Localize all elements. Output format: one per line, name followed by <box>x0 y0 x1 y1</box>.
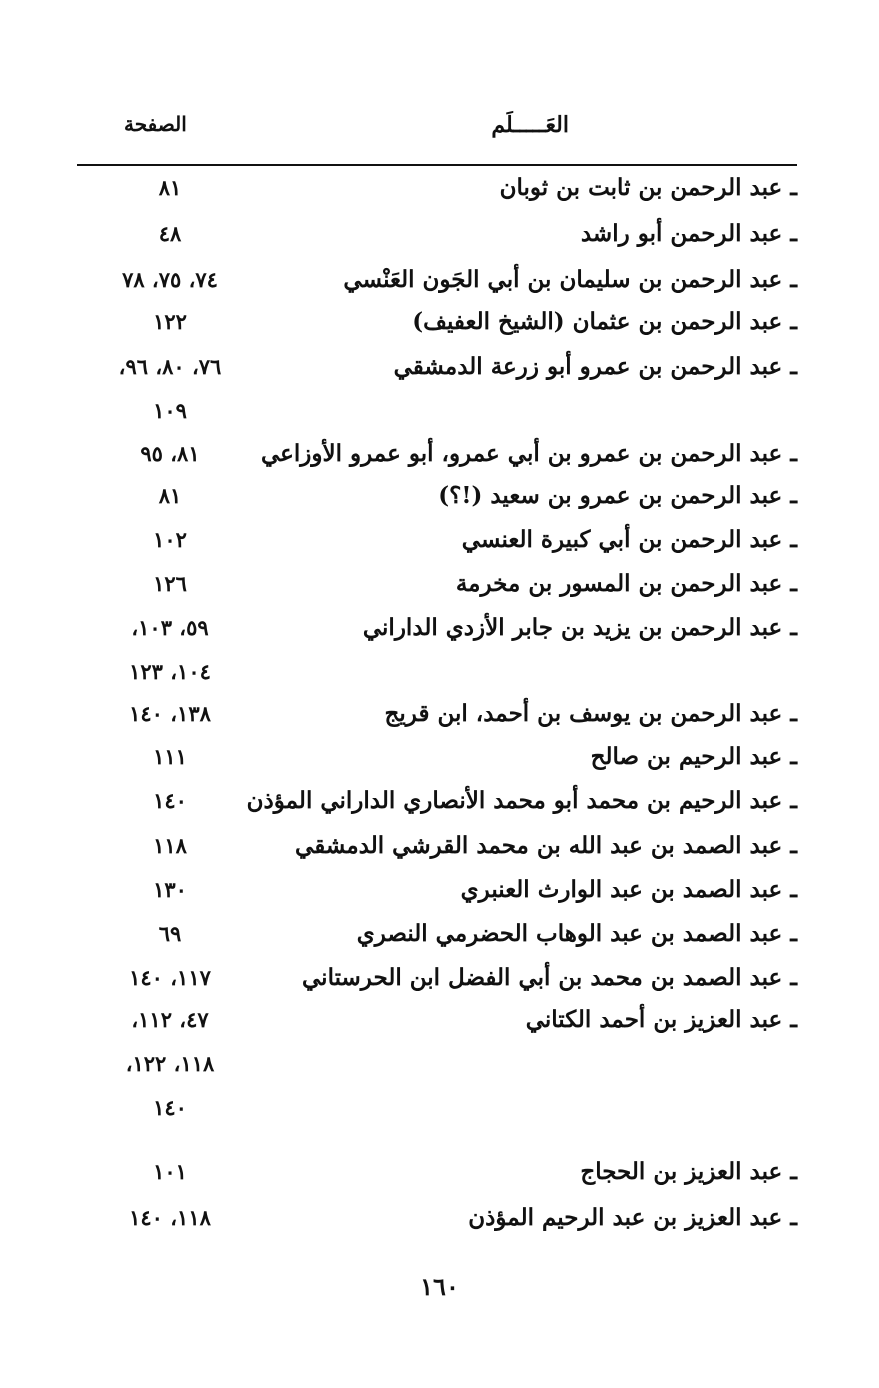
entry-page-line: ١١٨ <box>153 833 187 858</box>
entry-name: ـ عبد الرحمن بن سليمان بن أبي الجَون العَنْسي <box>343 266 797 293</box>
column-header-name: العَـــــلَم <box>491 112 569 138</box>
entry-name: ـ عبد الرحمن بن عمرو بن سعيد (!؟) <box>438 482 797 509</box>
entry-pages <box>60 432 280 476</box>
entry-name: ـ عبد الصمد بن عبد الله بن محمد القرشي الدمشقي <box>295 832 797 859</box>
entry-pages <box>60 868 280 912</box>
entry-page-line: ٨١ <box>158 483 182 508</box>
entry-page-line: ١١٧، ١٤٠ <box>129 965 211 990</box>
entry-pages <box>60 692 280 736</box>
entry-page-line: ٤٧، ١١٢، <box>131 1007 209 1032</box>
entry-pages <box>60 474 280 518</box>
entry-name: ـ عبد الصمد بن عبد الوهاب الحضرمي النصري <box>356 920 797 947</box>
entry-pages <box>60 735 280 779</box>
entry-pages <box>60 258 280 302</box>
entry-page-line: ١٤٠ <box>153 1095 187 1120</box>
entry-pages <box>60 606 280 694</box>
entry-pages <box>60 562 280 606</box>
entry-page-line: ٨١ <box>158 175 182 200</box>
entry-page-line: ١٣٨، ١٤٠ <box>129 701 211 726</box>
entry-name: ـ عبد العزيز بن عبد الرحيم المؤذن <box>468 1204 797 1231</box>
page-number: ١٦٠ <box>420 1272 459 1301</box>
entry-page-line: ١٢٦ <box>153 571 187 596</box>
column-header-page: الصفحة <box>124 112 187 136</box>
entry-name: ـ عبد الرحمن بن عثمان (الشيخ العفيف) <box>412 308 797 335</box>
entry-name: ـ عبد العزيز بن الحجاج <box>580 1158 797 1185</box>
entry-pages <box>60 1150 280 1194</box>
entry-page-line: ٧٦، ٨٠، ٩٦، <box>118 354 222 379</box>
entry-name: ـ عبد الرحمن بن عمرو بن أبي عمرو، أبو عمرو الأوزاعي <box>261 440 797 467</box>
entry-page-line: ١٢٢ <box>153 309 187 334</box>
entry-page-line: ١٠٤، ١٢٣ <box>129 659 211 684</box>
entry-page-line: ١٠٩ <box>153 398 187 423</box>
entry-pages <box>60 166 280 210</box>
entry-name: ـ عبد الرحمن بن يوسف بن أحمد، ابن قريج <box>384 700 797 727</box>
entry-name: ـ عبد الرحمن بن أبي كبيرة العنسي <box>461 526 797 553</box>
entry-page-line: ٨١، ٩٥ <box>140 441 200 466</box>
entry-name: ـ عبد الرحيم بن صالح <box>590 743 797 770</box>
entry-pages <box>60 212 280 256</box>
entry-pages <box>60 779 280 823</box>
entry-name: ـ عبد الصمد بن عبد الوارث العنبري <box>460 876 797 903</box>
entry-page-line: ١٠٢ <box>153 527 187 552</box>
entry-page-line: ١٣٠ <box>153 877 187 902</box>
entry-pages <box>60 1196 280 1240</box>
entry-page-line: ١١٨، ١٤٠ <box>129 1205 211 1230</box>
entry-name: ـ عبد الصمد بن محمد بن أبي الفضل ابن الحرستاني <box>302 964 797 991</box>
entry-name: ـ عبد الرحمن بن ثابت بن ثوبان <box>499 174 797 201</box>
entry-page-line: ٦٩ <box>158 921 182 946</box>
entry-page-line: ١٠١ <box>153 1159 187 1184</box>
entry-page-line: ١١٨، ١٢٢، <box>125 1051 215 1076</box>
entry-pages <box>60 345 280 433</box>
entry-name: ـ عبد الرحمن بن المسور بن مخرمة <box>455 570 797 597</box>
entry-page-line: ١١١ <box>153 744 187 769</box>
entry-name: ـ عبد الرحمن بن يزيد بن جابر الأزدي الداراني <box>362 614 797 641</box>
entry-name: ـ عبد العزيز بن أحمد الكتاني <box>525 1006 797 1033</box>
entry-pages <box>60 912 280 956</box>
entry-page-line: ١٤٠ <box>153 788 187 813</box>
entry-pages <box>60 956 280 1000</box>
entry-page-line: ٧٤، ٧٥، ٧٨ <box>122 267 218 292</box>
entry-pages <box>60 518 280 562</box>
entry-pages <box>60 300 280 344</box>
entry-name: ـ عبد الرحمن أبو راشد <box>580 220 797 247</box>
entry-name: ـ عبد الرحيم بن محمد أبو محمد الأنصاري الداراني المؤذن <box>246 787 797 814</box>
entry-page-line: ٥٩، ١٠٣، <box>131 615 209 640</box>
entry-name: ـ عبد الرحمن بن عمرو أبو زرعة الدمشقي <box>393 353 797 380</box>
entry-pages <box>60 998 280 1130</box>
entry-pages <box>60 824 280 868</box>
entry-page-line: ٤٨ <box>158 221 182 246</box>
